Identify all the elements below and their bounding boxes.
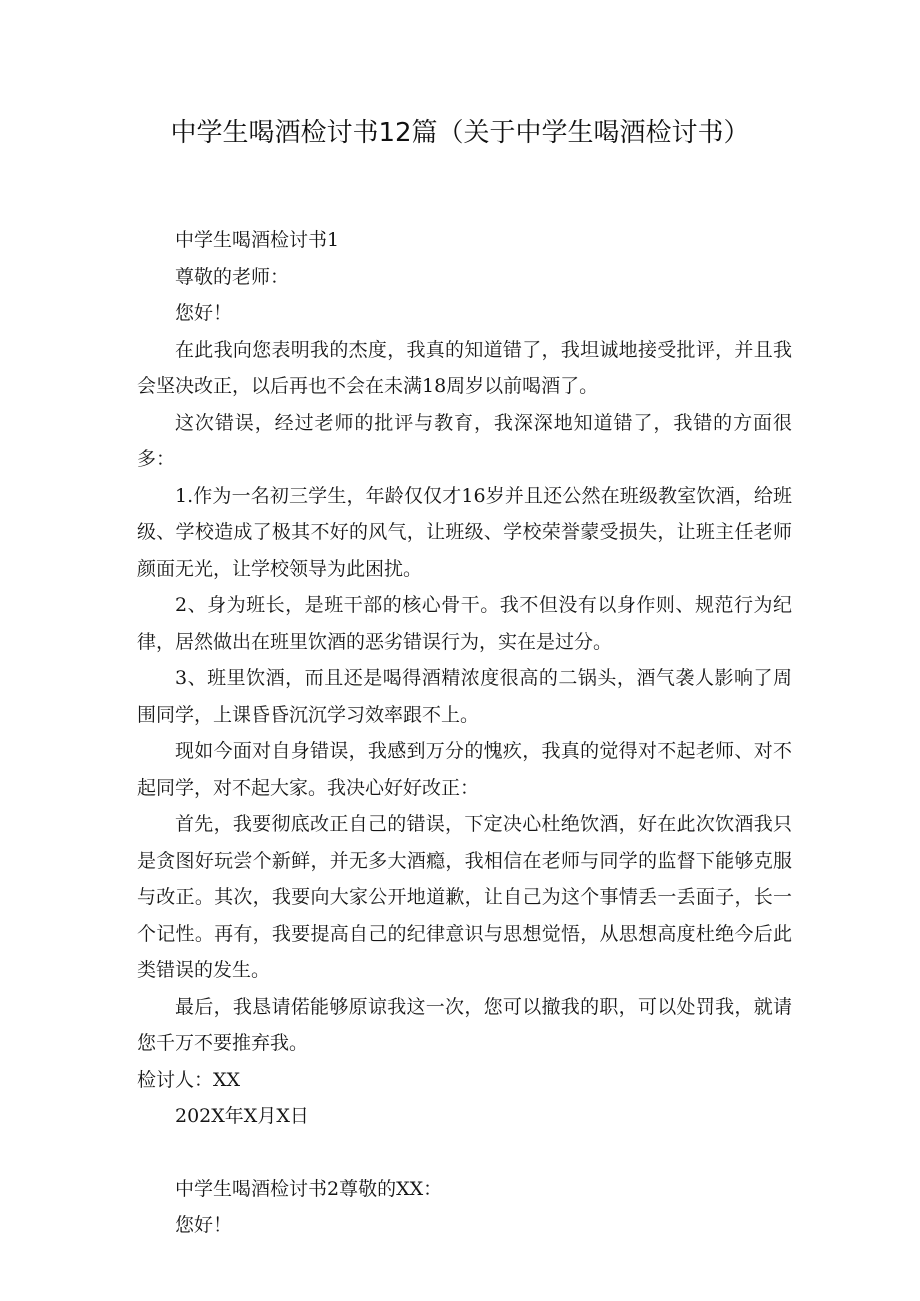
paragraph: 2、身为班长，是班干部的核心骨干。我不但没有以身作则、规范行为纪律，居然做出在班里饮酒的恶劣错误行为，实在是过分。 bbox=[137, 594, 792, 653]
section-heading: 中学生喝酒检讨书1 bbox=[175, 229, 340, 251]
salutation: 尊敬的老师： bbox=[175, 265, 290, 288]
date: 202X年X月X日 bbox=[175, 1105, 309, 1127]
signer: 检讨人：XX bbox=[137, 1068, 241, 1091]
paragraph: 这次错误，经过老师的批评与教育，我深深地知道错了，我错的方面很多： bbox=[137, 411, 792, 470]
greeting: 您好！ bbox=[175, 1214, 233, 1236]
paragraph: 最后，我恳请偌能够原谅我这一次，您可以撤我的职，可以处罚我，就请您千万不要推弃我。 bbox=[137, 995, 792, 1054]
greeting: 您好！ bbox=[175, 302, 233, 324]
paragraph: 现如今面对自身错误，我感到万分的愧疚，我真的觉得对不起老师、对不起同学，对不起大家。我决心好好改正： bbox=[137, 740, 792, 799]
document-body bbox=[137, 222, 792, 1244]
section-heading: 中学生喝酒检讨书2尊敬的XX： bbox=[175, 1177, 443, 1200]
paragraph: 在此我向您表明我的杰度，我真的知道错了，我坦诚地接受批评，并且我会坚决改正，以后再也不会在未满18周岁以前喝酒了。 bbox=[137, 338, 792, 397]
paragraph: 1.作为一名初三学生，年龄仅仅才16岁并且还公然在班级教室饮酒，给班级、学校造成了极其不好的风气，让班级、学校荣誉蒙受损失，让班主任老师颜面无光，让学校领导为此困扰。 bbox=[137, 484, 792, 580]
document-title: 中学生喝酒检讨书12篇（关于中学生喝酒检讨书） bbox=[170, 118, 750, 148]
paragraph: 首先，我要彻底改正自己的错误，下定决心杜绝饮酒，好在此次饮酒我只是贪图好玩尝个新鲜，并无多大酒瘾，我相信在老师与同学的监督下能够克服与改正。其次，我要向大家公开地道歉，让自己为这个事情丢一丢面子，长一个记性。再有，我要提高自己的纪律意识与思想觉悟，从思想高度杜绝今后此类错误的发生。 bbox=[137, 813, 792, 981]
paragraph: 3、班里饮酒，而且还是喝得酒精浓度很高的二锅头，酒气袭人影响了周围同学，上课昏昏沉沉学习效率跟不上。 bbox=[137, 667, 792, 726]
